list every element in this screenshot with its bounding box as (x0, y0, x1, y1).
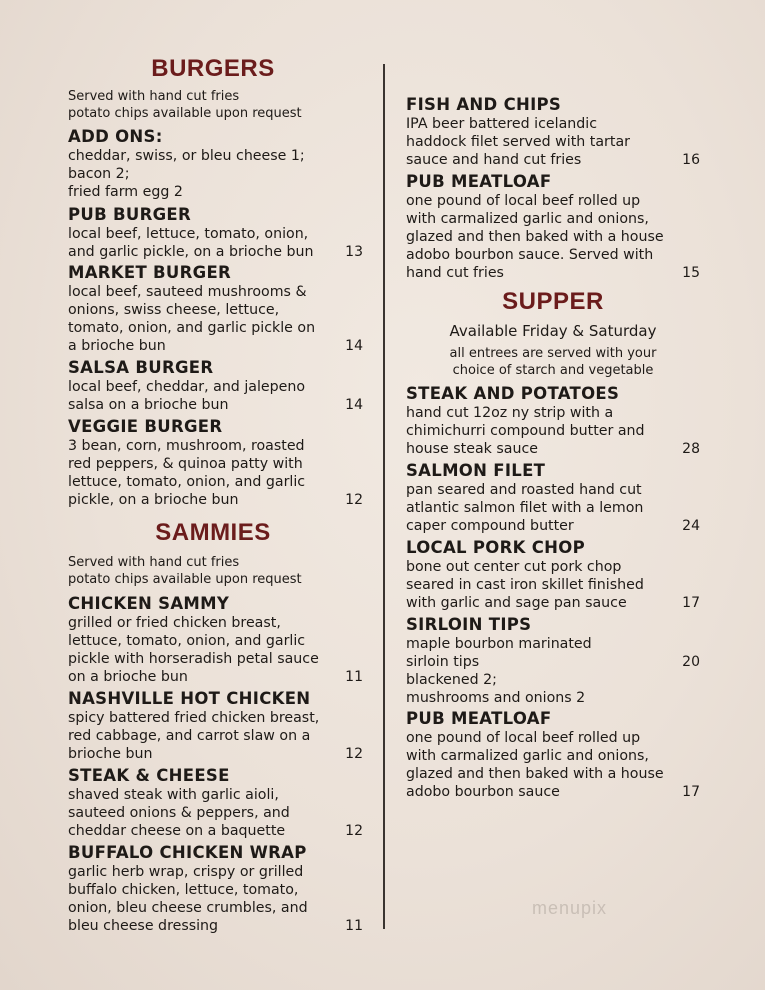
desc-line: pickle with horseradish petal sauce (68, 651, 319, 667)
desc-line: sauce and hand cut fries (406, 152, 582, 168)
item-name: PUB MEATLOAF (406, 709, 552, 728)
desc-line: salsa on a brioche bun (68, 397, 229, 413)
desc-line: chimichurri compound butter and (406, 423, 645, 439)
supper-note-1: all entrees are served with your (449, 346, 657, 361)
item-desc (406, 404, 700, 458)
supper-title: SUPPER (502, 288, 604, 315)
desc-line: seared in cast iron skillet finished (406, 577, 644, 593)
menu-item-fish-and-chips (406, 95, 700, 169)
desc-line: sauteed onions & peppers, and (68, 805, 290, 821)
desc-line: a brioche bun (68, 338, 166, 354)
item-name: SALMON FILET (406, 461, 546, 480)
desc-line: one pound of local beef rolled up (406, 730, 641, 746)
sammies-header (68, 520, 363, 546)
add-ons-desc (68, 147, 363, 201)
item-name: SALSA BURGER (68, 358, 214, 377)
desc-line: blackened 2; (406, 672, 497, 688)
desc-line: glazed and then baked with a house (406, 766, 664, 782)
item-desc (68, 614, 363, 686)
supper-subtitle: Available Friday & Saturday (449, 322, 657, 340)
desc-line: grilled or fried chicken breast, (68, 615, 281, 631)
item-price: 14 (345, 338, 363, 354)
desc-line: onions, swiss cheese, lettuce, (68, 302, 280, 318)
item-name: VEGGIE BURGER (68, 417, 223, 436)
desc-line: brioche bun (68, 746, 153, 762)
desc-line: red cabbage, and carrot slaw on a (68, 728, 311, 744)
item-name: STEAK & CHEESE (68, 766, 230, 785)
desc-line: house steak sauce (406, 441, 539, 457)
desc-line: maple bourbon marinated (406, 636, 592, 652)
desc-line: buffalo chicken, lettuce, tomato, (68, 882, 299, 898)
item-name: BUFFALO CHICKEN WRAP (68, 843, 307, 862)
item-price: 24 (682, 518, 700, 534)
desc-line: tomato, onion, and garlic pickle on (68, 320, 316, 336)
watermark: menupix (532, 898, 608, 918)
supper-note-2: choice of starch and vegetable (452, 363, 654, 378)
item-name: FISH AND CHIPS (406, 95, 562, 114)
item-price: 12 (345, 823, 363, 839)
item-name: STEAK AND POTATOES (406, 384, 620, 403)
item-desc (406, 481, 700, 535)
item-price: 13 (345, 244, 363, 260)
desc-line: local beef, lettuce, tomato, onion, (68, 226, 309, 242)
desc-line: haddock filet served with tartar (406, 134, 630, 150)
item-price: 11 (345, 669, 363, 685)
item-desc (68, 709, 363, 763)
desc-line: sirloin tips (406, 654, 480, 670)
desc-line: on a brioche bun (68, 669, 188, 685)
menu-item-salmon-filet (406, 461, 700, 535)
burgers-header (68, 56, 363, 82)
desc-line: lettuce, tomato, onion, and garlic (68, 474, 306, 490)
column-divider (383, 64, 385, 929)
menu-item-pub-meatloaf-supper (406, 709, 700, 801)
desc-line: lettuce, tomato, onion, and garlic (68, 633, 306, 649)
supper-header (406, 289, 700, 379)
sammies-notes (68, 554, 363, 588)
menu-item-nashville-hot-chicken (68, 689, 363, 763)
desc-line: with garlic and sage pan sauce (406, 595, 627, 611)
menu-item-local-pork-chop (406, 538, 700, 612)
desc-line: spicy battered fried chicken breast, (68, 710, 320, 726)
item-desc (406, 192, 700, 282)
add-ons-line: fried farm egg 2 (68, 184, 183, 200)
item-price: 17 (682, 784, 700, 800)
item-desc (68, 786, 363, 840)
desc-line: pan seared and roasted hand cut (406, 482, 642, 498)
desc-line: with carmalized garlic and onions, (406, 748, 649, 764)
item-desc (406, 558, 700, 612)
burgers-note-chips: potato chips available upon request (68, 106, 302, 121)
item-desc (68, 225, 363, 261)
add-ons-title: ADD ONS: (68, 127, 163, 146)
burgers-notes (68, 88, 363, 122)
sammies-title: SAMMIES (155, 519, 271, 546)
desc-line: cheddar cheese on a baquette (68, 823, 286, 839)
add-ons-line: bacon 2; (68, 166, 130, 182)
menu-item-market-burger (68, 263, 363, 355)
item-name: MARKET BURGER (68, 263, 232, 282)
desc-line: 3 bean, corn, mushroom, roasted (68, 438, 305, 454)
sammies-note-chips: potato chips available upon request (68, 572, 302, 587)
desc-line: and garlic pickle, on a brioche bun (68, 244, 314, 260)
item-desc (68, 863, 363, 935)
desc-line: glazed and then baked with a house (406, 229, 664, 245)
menu-item-veggie-burger (68, 417, 363, 509)
desc-line: atlantic salmon filet with a lemon (406, 500, 644, 516)
item-desc (406, 115, 700, 169)
item-name: PUB BURGER (68, 205, 192, 224)
menu-item-sirloin-tips (406, 615, 700, 707)
item-price: 17 (682, 595, 700, 611)
item-price: 12 (345, 492, 363, 508)
item-desc (406, 729, 700, 801)
desc-line: adobo bourbon sauce (406, 784, 560, 800)
desc-line: bleu cheese dressing (68, 918, 219, 934)
menu-item-chicken-sammy (68, 594, 363, 686)
item-price: 12 (345, 746, 363, 762)
desc-line: shaved steak with garlic aioli, (68, 787, 279, 803)
desc-line: hand cut 12oz ny strip with a (406, 405, 614, 421)
menu-item-salsa-burger (68, 358, 363, 414)
desc-line: local beef, cheddar, and jalepeno (68, 379, 306, 395)
item-desc (406, 635, 700, 707)
menu-item-steak-and-potatoes (406, 384, 700, 458)
item-desc (68, 283, 363, 355)
item-name: PUB MEATLOAF (406, 172, 552, 191)
burgers-title: BURGERS (151, 55, 275, 82)
item-price: 16 (682, 152, 700, 168)
sammies-note-fries: Served with hand cut fries (68, 555, 240, 570)
desc-line: onion, bleu cheese crumbles, and (68, 900, 308, 916)
desc-line: with carmalized garlic and onions, (406, 211, 649, 227)
menu-item-buffalo-chicken-wrap (68, 843, 363, 935)
item-price: 20 (682, 654, 700, 670)
desc-line: red peppers, & quinoa patty with (68, 456, 303, 472)
item-name: SIRLOIN TIPS (406, 615, 532, 634)
item-price: 15 (682, 265, 700, 281)
item-name: LOCAL PORK CHOP (406, 538, 585, 557)
item-price: 28 (682, 441, 700, 457)
menu-item-steak-and-cheese (68, 766, 363, 840)
desc-line: one pound of local beef rolled up (406, 193, 641, 209)
desc-line: pickle, on a brioche bun (68, 492, 239, 508)
item-price: 11 (345, 918, 363, 934)
burgers-note-fries: Served with hand cut fries (68, 89, 240, 104)
desc-line: caper compound butter (406, 518, 574, 534)
desc-line: local beef, sauteed mushrooms & (68, 284, 307, 300)
desc-line: garlic herb wrap, crispy or grilled (68, 864, 304, 880)
desc-line: adobo bourbon sauce. Served with (406, 247, 654, 263)
desc-line: mushrooms and onions 2 (406, 690, 586, 706)
item-name: NASHVILLE HOT CHICKEN (68, 689, 311, 708)
item-price: 14 (345, 397, 363, 413)
add-ons (68, 127, 363, 201)
menu-item-pub-meatloaf-lunch (406, 172, 700, 282)
menu-item-pub-burger (68, 205, 363, 261)
item-name: CHICKEN SAMMY (68, 594, 230, 613)
desc-line: IPA beer battered icelandic (406, 116, 598, 132)
item-desc (68, 437, 363, 509)
desc-line: bone out center cut pork chop (406, 559, 622, 575)
add-ons-line: cheddar, swiss, or bleu cheese 1; (68, 148, 305, 164)
item-desc (68, 378, 363, 414)
desc-line: hand cut fries (406, 265, 504, 281)
